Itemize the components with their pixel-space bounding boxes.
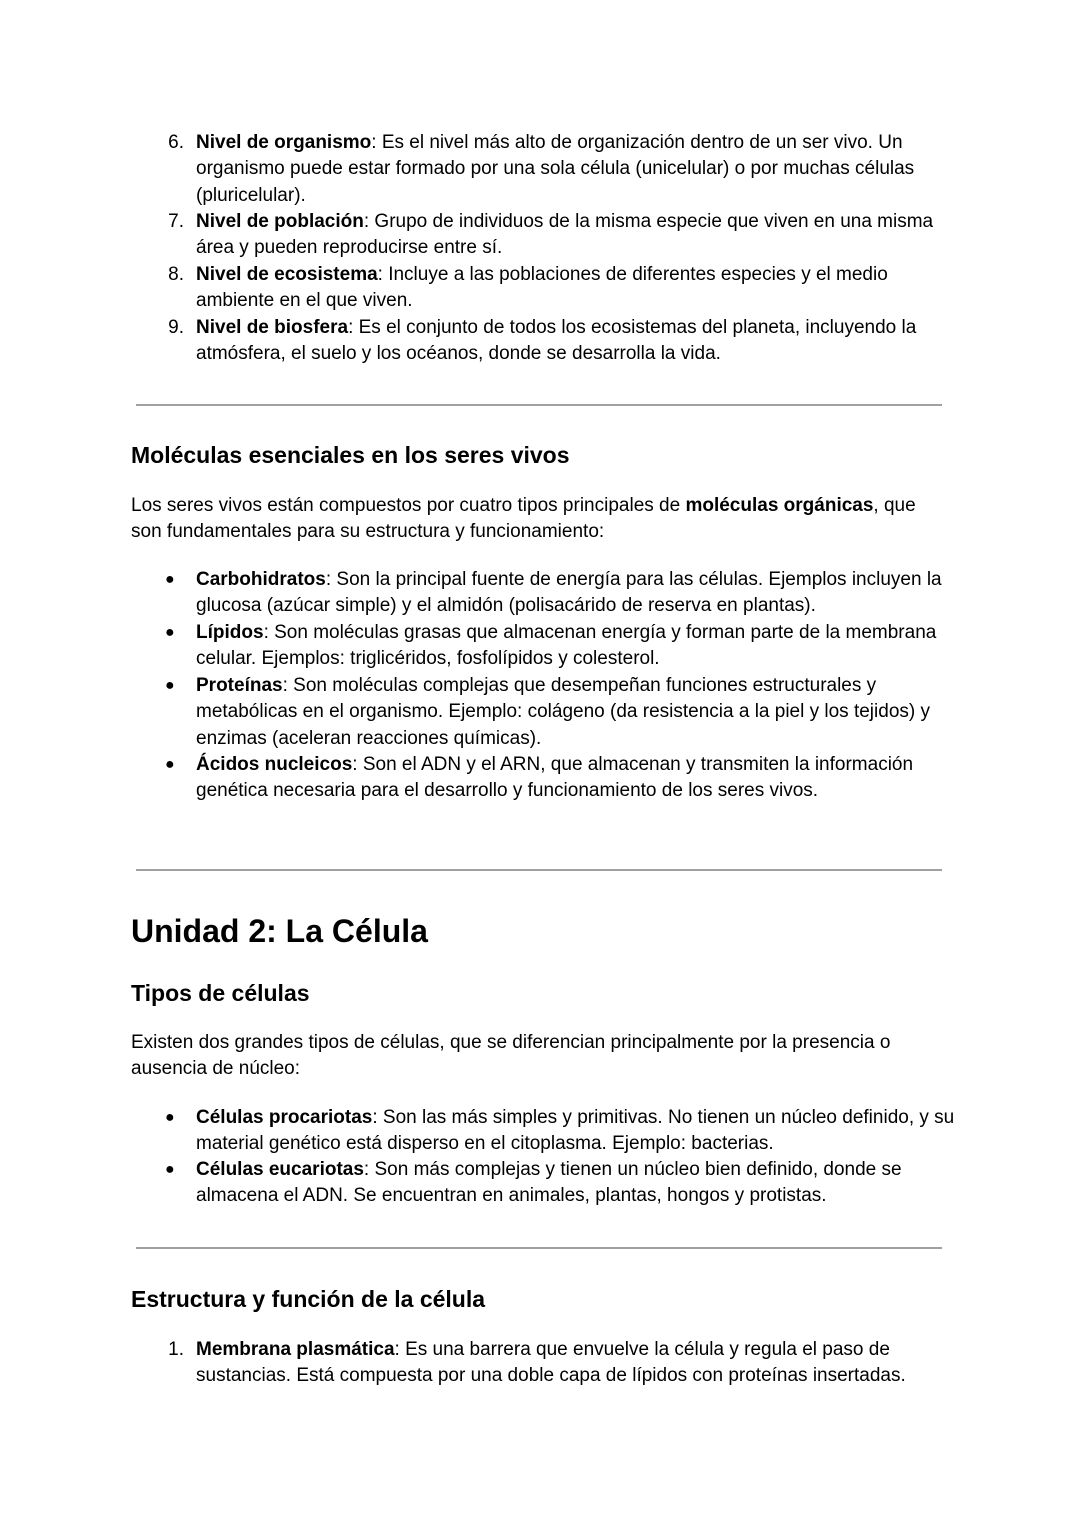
list-item-carbohydrates [165,567,956,620]
list-item-eukaryotes [165,1157,956,1210]
term-label: Carbohidratos [196,569,326,590]
term-label: Proteínas [196,675,283,696]
list-item-prokaryotes [165,1105,956,1158]
horizontal-divider [136,404,942,406]
bullet-icon: ● [165,1161,175,1178]
term-description: : Grupo de individuos de la misma especie que viven en una misma área y pueden reproducirse entre sí. [196,211,934,259]
term-label: Nivel de ecosistema [196,264,378,285]
term-description: : Es una barrera que envuelve la célula y regula el paso de sustancias. Está compuesta por una doble capa de lípidos con proteínas insertadas. [196,1339,906,1387]
bullet-icon: ● [165,624,175,641]
term-label: Ácidos nucleicos [196,754,353,775]
list-number: 6. [168,132,184,153]
unit-title: Unidad 2: La Célula [131,913,428,949]
term-label: Lípidos [196,622,264,643]
cell-types-intro: Existen dos grandes tipos de células, que se diferencian principalmente por la presencia o ausencia de núcleo: [131,1032,891,1080]
list-number: 9. [168,317,184,338]
list-number: 1. [168,1339,184,1360]
list-item-lipids [165,620,956,673]
bullet-icon: ● [165,1109,175,1126]
bullet-icon: ● [165,756,175,773]
term-description: : Incluye a las poblaciones de diferentes especies y el medio ambiente en el que viven. [196,264,888,312]
bullet-icon: ● [165,677,175,694]
list-item-level-7 [168,209,956,262]
list-number: 8. [168,264,184,285]
intro-text-end: , que son fundamentales para su estructura y funcionamiento: [131,495,916,543]
list-item-level-8 [168,262,956,315]
term-description: : Son el ADN y el ARN, que almacenan y transmiten la información genética necesaria para el desarrollo y funcionamiento de los seres vivos. [196,754,914,802]
horizontal-divider [136,1247,942,1249]
term-label: Células eucariotas [196,1159,364,1180]
term-label: Nivel de población [196,211,364,232]
term-label: Nivel de organismo [196,132,372,153]
intro-text: Los seres vivos están compuestos por cuatro tipos principales de [131,495,686,516]
section-heading-cell-types: Tipos de células [131,980,310,1006]
term-description: : Son moléculas grasas que almacenan energía y forman parte de la membrana celular. Ejemplos: triglicéridos, fosfolípidos y colesterol. [196,622,937,670]
section-heading-cell-structure: Estructura y función de la célula [131,1286,486,1312]
intro-bold-term: moléculas orgánicas [685,495,874,516]
term-label: Células procariotas [196,1107,373,1128]
list-item-plasma-membrane [168,1337,956,1390]
list-number: 7. [168,211,184,232]
term-description: : Es el conjunto de todos los ecosistemas del planeta, incluyendo la atmósfera, el suelo y los océanos, donde se desarrolla la vida. [196,317,917,365]
term-label: Nivel de biosfera [196,317,349,338]
bullet-icon: ● [165,571,175,588]
term-description: : Son más complejas y tienen un núcleo bien definido, donde se almacena el ADN. Se encuentran en animales, plantas, hongos y protistas. [196,1159,902,1207]
term-description: : Son las más simples y primitivas. No tienen un núcleo definido, y su material genético está disperso en el citoplasma. Ejemplo: bacterias. [196,1107,955,1155]
list-item-nucleic-acids [165,752,956,805]
horizontal-divider [136,869,942,871]
list-item-level-6 [168,130,956,209]
list-item-level-9 [168,315,956,368]
term-description: : Son la principal fuente de energía para las células. Ejemplos incluyen la glucosa (azúcar simple) y el almidón (polisacárido de reserva en plantas). [196,569,942,617]
section-heading-molecules: Moléculas esenciales en los seres vivos [131,442,570,468]
molecules-intro [131,493,951,546]
list-item-proteins [165,673,956,752]
term-label: Membrana plasmática [196,1339,395,1360]
term-description: : Es el nivel más alto de organización dentro de un ser vivo. Un organismo puede estar formado por una sola célula (unicelular) o por muchas células (pluricelular). [196,132,915,206]
term-description: : Son moléculas complejas que desempeñan funciones estructurales y metabólicas en el organismo. Ejemplo: colágeno (da resistencia a la piel y los tejidos) y enzimas (aceleran reacciones químicas). [196,675,930,749]
